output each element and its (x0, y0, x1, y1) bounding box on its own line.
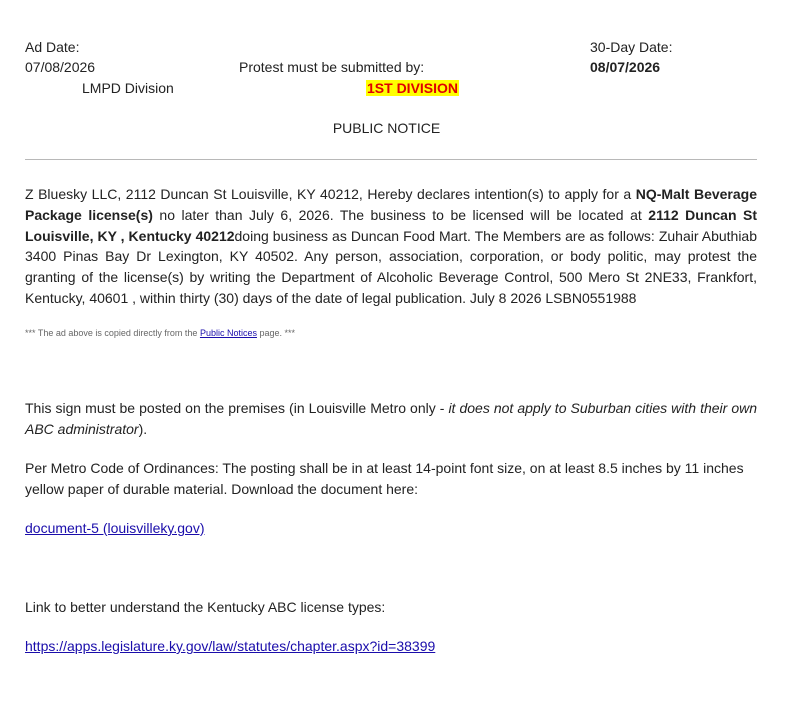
notice-part2: no later than July 6, 2026. The business to be licensed will be located at (152, 206, 649, 223)
disclaimer-suffix: page. *** (256, 328, 295, 338)
ad-date-value: 07/08/2026 (25, 59, 96, 75)
thirty-day-value: 08/07/2026 (590, 59, 661, 75)
license-types-label: Link to better understand the Kentucky ABC license types: (25, 599, 386, 615)
division-highlight: 1ST DIVISION (367, 80, 459, 96)
page-title: PUBLIC NOTICE (332, 120, 441, 136)
disclaimer-prefix: *** The ad above is copied directly from the (25, 328, 200, 338)
division-value (366, 78, 459, 98)
license-types-link[interactable]: https://apps.legislature.ky.gov/law/statutes/chapter.aspx?id=38399 (25, 638, 436, 654)
sign-notice-italic: it does not apply to Suburban cities with their own ABC administrator (25, 400, 757, 437)
disclaimer (25, 328, 295, 338)
license-types-link-row (25, 636, 435, 656)
sign-notice-text: This sign must be posted on the premises (in Louisville Metro only - (25, 400, 449, 416)
thirty-day-label: 30-Day Date: (590, 39, 673, 55)
divider (25, 159, 757, 160)
notice-part1: Z Bluesky LLC, 2112 Duncan St Louisville, KY 40212, Hereby declares intention(s) to apply for a (25, 186, 636, 202)
notice-part3: doing business as Duncan Food Mart. The Members are as follows: Zuhair Abuthiab 3400 Pinas Bay Dr Lexington, KY 40502. Any person, association, corporation, or body politic, may protest the granting of the license(s) by writing the Department of Alcoholic Beverage Control, 500 Mero St 2NE33, Frankfort, Kentucky, 40601 , within thirty (30) days of the date of legal publication. July 8 2026 LSBN0551988 (25, 227, 757, 306)
notice-body (25, 184, 757, 309)
sign-notice-suffix: ). (138, 420, 148, 437)
public-notices-link[interactable]: Public Notices (199, 328, 257, 338)
document-link-row (25, 518, 204, 538)
document-link[interactable]: document-5 (louisvilleky.gov) (25, 520, 205, 536)
sign-notice (25, 398, 757, 440)
protest-deadline-label: Protest must be submitted by: (239, 59, 425, 75)
lmpd-division-label: LMPD Division (82, 80, 174, 96)
metro-code-text: Per Metro Code of Ordinances: The posting shall be in at least 14-point font size, on at least 8.5 inches by 11 inches yellow paper of durable material. Download the document here: (25, 460, 744, 497)
license-type: NQ-Malt Beverage Package license(s) (25, 186, 757, 223)
ad-date-label: Ad Date: (25, 39, 80, 55)
business-location: 2112 Duncan St Louisville, KY , Kentucky 40212 (25, 206, 758, 244)
